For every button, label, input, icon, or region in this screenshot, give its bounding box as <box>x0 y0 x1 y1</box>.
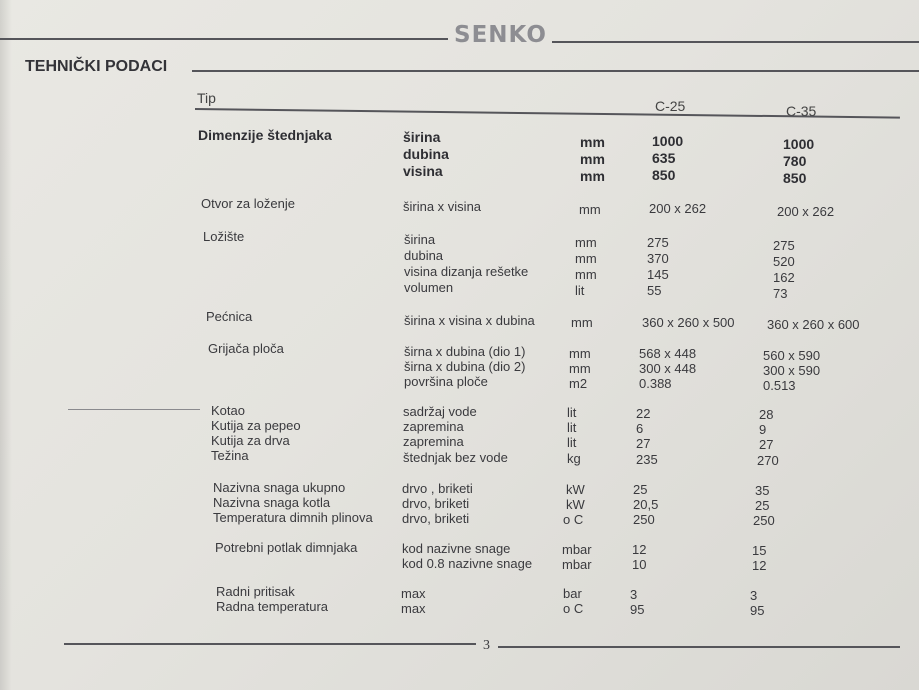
value-c35: 12 <box>752 558 767 573</box>
param: visina dizanja rešetke <box>404 264 529 279</box>
value-c25: 1000 <box>652 133 684 149</box>
param: sadržaj vode <box>403 404 477 419</box>
row-label: Kutija za drva <box>211 433 290 448</box>
param: površina ploče <box>404 374 488 389</box>
param: visina <box>403 163 443 179</box>
param: kod 0.8 nazivne snage <box>402 556 533 571</box>
param: volumen <box>404 280 454 295</box>
value-c25: 6 <box>636 421 644 436</box>
unit: mm <box>580 151 605 167</box>
param: drvo , briketi <box>402 481 473 496</box>
value-c25: 370 <box>647 251 669 266</box>
unit: mbar <box>562 542 592 557</box>
page-number: 3 <box>483 638 490 653</box>
value-c35: 520 <box>773 254 795 269</box>
value-c35: 28 <box>759 407 774 422</box>
unit: mbar <box>562 557 592 572</box>
value-c35: 780 <box>783 153 807 169</box>
value-c35: 200 x 262 <box>777 204 835 219</box>
value-c25: 20,5 <box>633 497 659 512</box>
param: širna x dubina (dio 2) <box>404 359 526 374</box>
unit: kW <box>566 497 585 512</box>
unit: mm <box>580 168 605 184</box>
unit: lit <box>567 435 577 450</box>
heading-rule <box>192 70 919 72</box>
col-c35: C-35 <box>786 103 817 119</box>
value-c35: 1000 <box>783 136 815 152</box>
value-c25: 568 x 448 <box>639 346 697 361</box>
unit: bar <box>563 586 582 601</box>
footer-rule-left <box>64 643 476 645</box>
row-label-potlak: Potrebni potlak dimnjaka <box>215 540 358 555</box>
row-label-grijaca: Grijača ploča <box>208 341 284 356</box>
value-c25: 235 <box>636 452 658 467</box>
unit: lit <box>575 283 585 298</box>
value-c25: 10 <box>632 557 647 572</box>
unit: mm <box>579 202 601 217</box>
value-c35: 9 <box>759 422 767 437</box>
value-c35: 250 <box>753 513 775 528</box>
page-shadow <box>0 0 12 690</box>
unit: lit <box>567 405 577 420</box>
unit: lit <box>567 420 577 435</box>
param: dubina <box>404 248 444 263</box>
param: zapremina <box>403 434 464 449</box>
value-c35: 300 x 590 <box>763 363 821 378</box>
value-c25: 250 <box>633 512 655 527</box>
param: drvo, briketi <box>402 496 470 511</box>
value-c25: 12 <box>632 542 647 557</box>
value-c25: 360 x 260 x 500 <box>642 315 735 330</box>
unit: m2 <box>569 376 588 391</box>
value-c35: 95 <box>750 603 765 618</box>
value-c25: 22 <box>636 406 651 421</box>
value-c25: 27 <box>636 436 651 451</box>
unit: mm <box>569 361 591 376</box>
row-label: Kotao <box>211 403 245 418</box>
unit: o C <box>563 512 584 527</box>
unit: kg <box>567 451 581 466</box>
col-tip: Tip <box>197 90 216 106</box>
row-label: Temperatura dimnih plinova <box>213 510 373 525</box>
value-c35: 270 <box>757 453 779 468</box>
page-heading: TEHNIČKI PODACI <box>25 58 168 75</box>
value-c25: 3 <box>630 587 638 602</box>
row-label-pecnica: Pećnica <box>206 309 253 324</box>
param: max <box>401 601 426 616</box>
value-c25: 25 <box>633 482 648 497</box>
param: kod nazivne snage <box>402 541 511 556</box>
value-c25: 0.388 <box>639 376 672 391</box>
unit: mm <box>569 346 591 361</box>
param: širna x dubina (dio 1) <box>404 344 526 359</box>
param: drvo, briketi <box>402 511 470 526</box>
value-c35: 360 x 260 x 600 <box>767 317 860 332</box>
value-c25: 275 <box>647 235 669 250</box>
unit: mm <box>575 251 597 266</box>
unit: mm <box>571 315 593 330</box>
value-c35: 35 <box>755 483 770 498</box>
param: širina x visina <box>403 199 482 214</box>
param: širina <box>403 129 441 145</box>
top-rule-right <box>552 41 919 43</box>
param: dubina <box>403 146 449 162</box>
value-c35: 850 <box>783 170 807 186</box>
value-c25: 145 <box>647 267 669 282</box>
col-c25: C-25 <box>655 98 686 114</box>
value-c35: 25 <box>755 498 770 513</box>
value-c35: 15 <box>752 543 767 558</box>
footer-rule-right <box>498 646 900 648</box>
value-c25: 95 <box>630 602 645 617</box>
brand-logo: SENKO <box>454 22 547 48</box>
row-label-otvor: Otvor za loženje <box>201 196 295 211</box>
row-label: Nazivna snaga kotla <box>213 495 331 510</box>
param: širina x visina x dubina <box>404 313 535 328</box>
section-divider <box>68 409 200 410</box>
row-label: Kutija za pepeo <box>211 418 301 433</box>
row-label: Nazivna snaga ukupno <box>213 480 346 495</box>
param: štednjak bez vode <box>403 450 508 465</box>
param: zapremina <box>403 419 464 434</box>
value-c35: 275 <box>773 238 795 253</box>
param: širina <box>404 232 436 247</box>
value-c35: 0.513 <box>763 378 796 393</box>
top-rule-left <box>0 38 448 40</box>
row-label: Radni pritisak <box>216 584 295 599</box>
unit: o C <box>563 601 584 616</box>
value-c25: 200 x 262 <box>649 201 707 216</box>
unit: kW <box>566 482 585 497</box>
param: max <box>401 586 426 601</box>
unit: mm <box>575 267 597 282</box>
value-c35: 73 <box>773 286 788 301</box>
value-c25: 850 <box>652 167 676 183</box>
value-c35: 162 <box>773 270 795 285</box>
value-c25: 55 <box>647 283 662 298</box>
unit: mm <box>575 235 597 250</box>
value-c25: 635 <box>652 150 676 166</box>
row-label-dimenzije: Dimenzije štednjaka <box>198 127 332 143</box>
unit: mm <box>580 134 605 150</box>
value-c35: 27 <box>759 437 774 452</box>
value-c35: 3 <box>750 588 758 603</box>
row-label: Težina <box>211 448 249 463</box>
value-c35: 560 x 590 <box>763 348 821 363</box>
row-label-loziste: Ložište <box>203 229 245 244</box>
row-label: Radna temperatura <box>216 599 329 614</box>
value-c25: 300 x 448 <box>639 361 697 376</box>
